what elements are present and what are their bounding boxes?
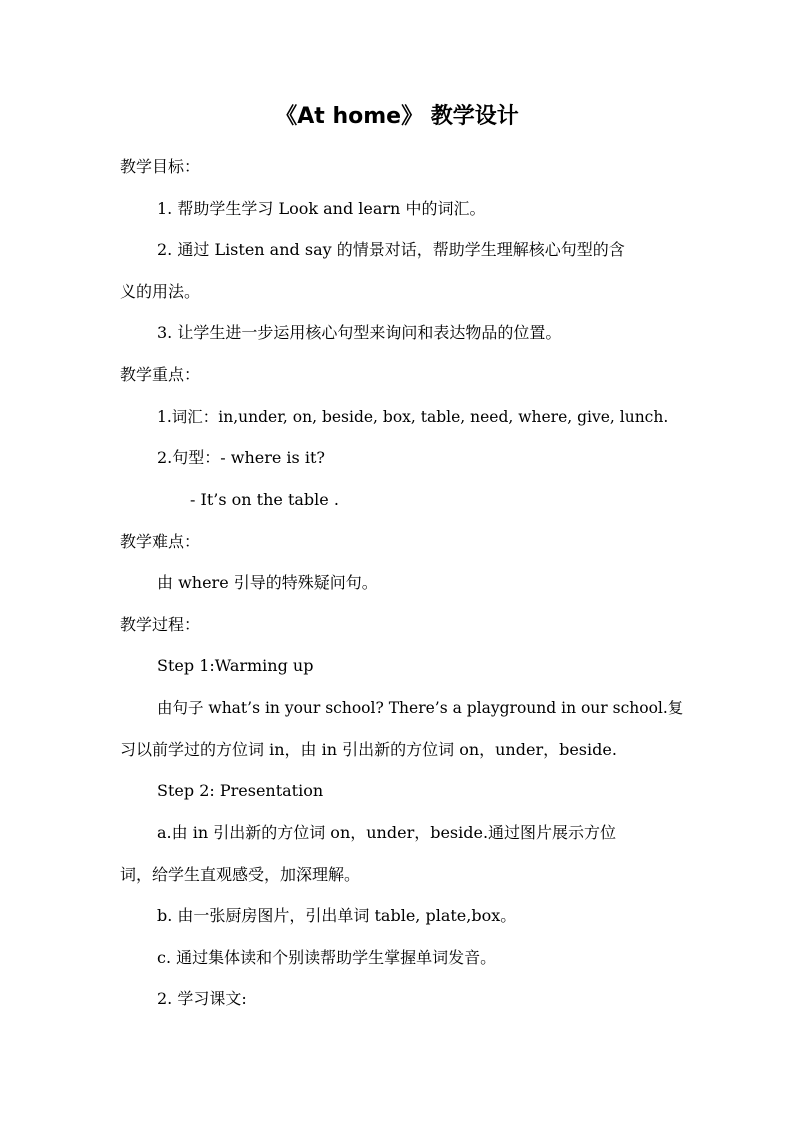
step2-title: Step 2: Presentation [157,781,324,800]
key-points-vocab: 1.词汇：in,under, on, beside, box, table, need, where, give, lunch. [157,408,669,426]
objective-item-2-cont: 义的用法。 [120,282,201,301]
step1-text-cont: 习以前学过的方位词 in，由 in 引出新的方位词 on，under，beside. [120,740,617,759]
document-title: 《At home》 教学设计 [275,104,519,129]
step2-item-b: b. 由一张厨房图片，引出单词 table, plate,box。 [157,906,517,925]
step1-title: Step 1:Warming up [157,656,314,675]
key-points-heading: 教学重点： [120,365,201,384]
key-points-pattern-question: 2.句型：- where is it? [157,448,325,467]
objective-item-3: 3. 让学生进一步运用核心句型来询问和表达物品的位置。 [157,323,562,342]
objective-item-2: 2. 通过 Listen and say 的情景对话，帮助学生理解核心句型的含 [157,240,625,259]
objective-item-1: 1. 帮助学生学习 Look and learn 中的词汇。 [157,199,486,218]
step2-item-c: c. 通过集体读和个别读帮助学生掌握单词发音。 [157,948,497,967]
key-points-pattern-answer: - It’s on the table . [190,490,339,509]
objectives-heading: 教学目标： [120,157,201,176]
difficulties-heading: 教学难点： [120,532,201,551]
difficulties-text: 由 where 引导的特殊疑问句。 [157,573,378,592]
step1-text: 由句子 what’s in your school? There’s a playground in our school.复 [157,699,684,717]
step2-item-a: a.由 in 引出新的方位词 on，under，beside.通过图片展示方位 [157,823,617,842]
process-heading: 教学过程： [120,615,201,634]
step2-item-a-cont: 词，给学生直观感受，加深理解。 [120,865,361,884]
process-item-2: 2. 学习课文: [157,989,247,1008]
